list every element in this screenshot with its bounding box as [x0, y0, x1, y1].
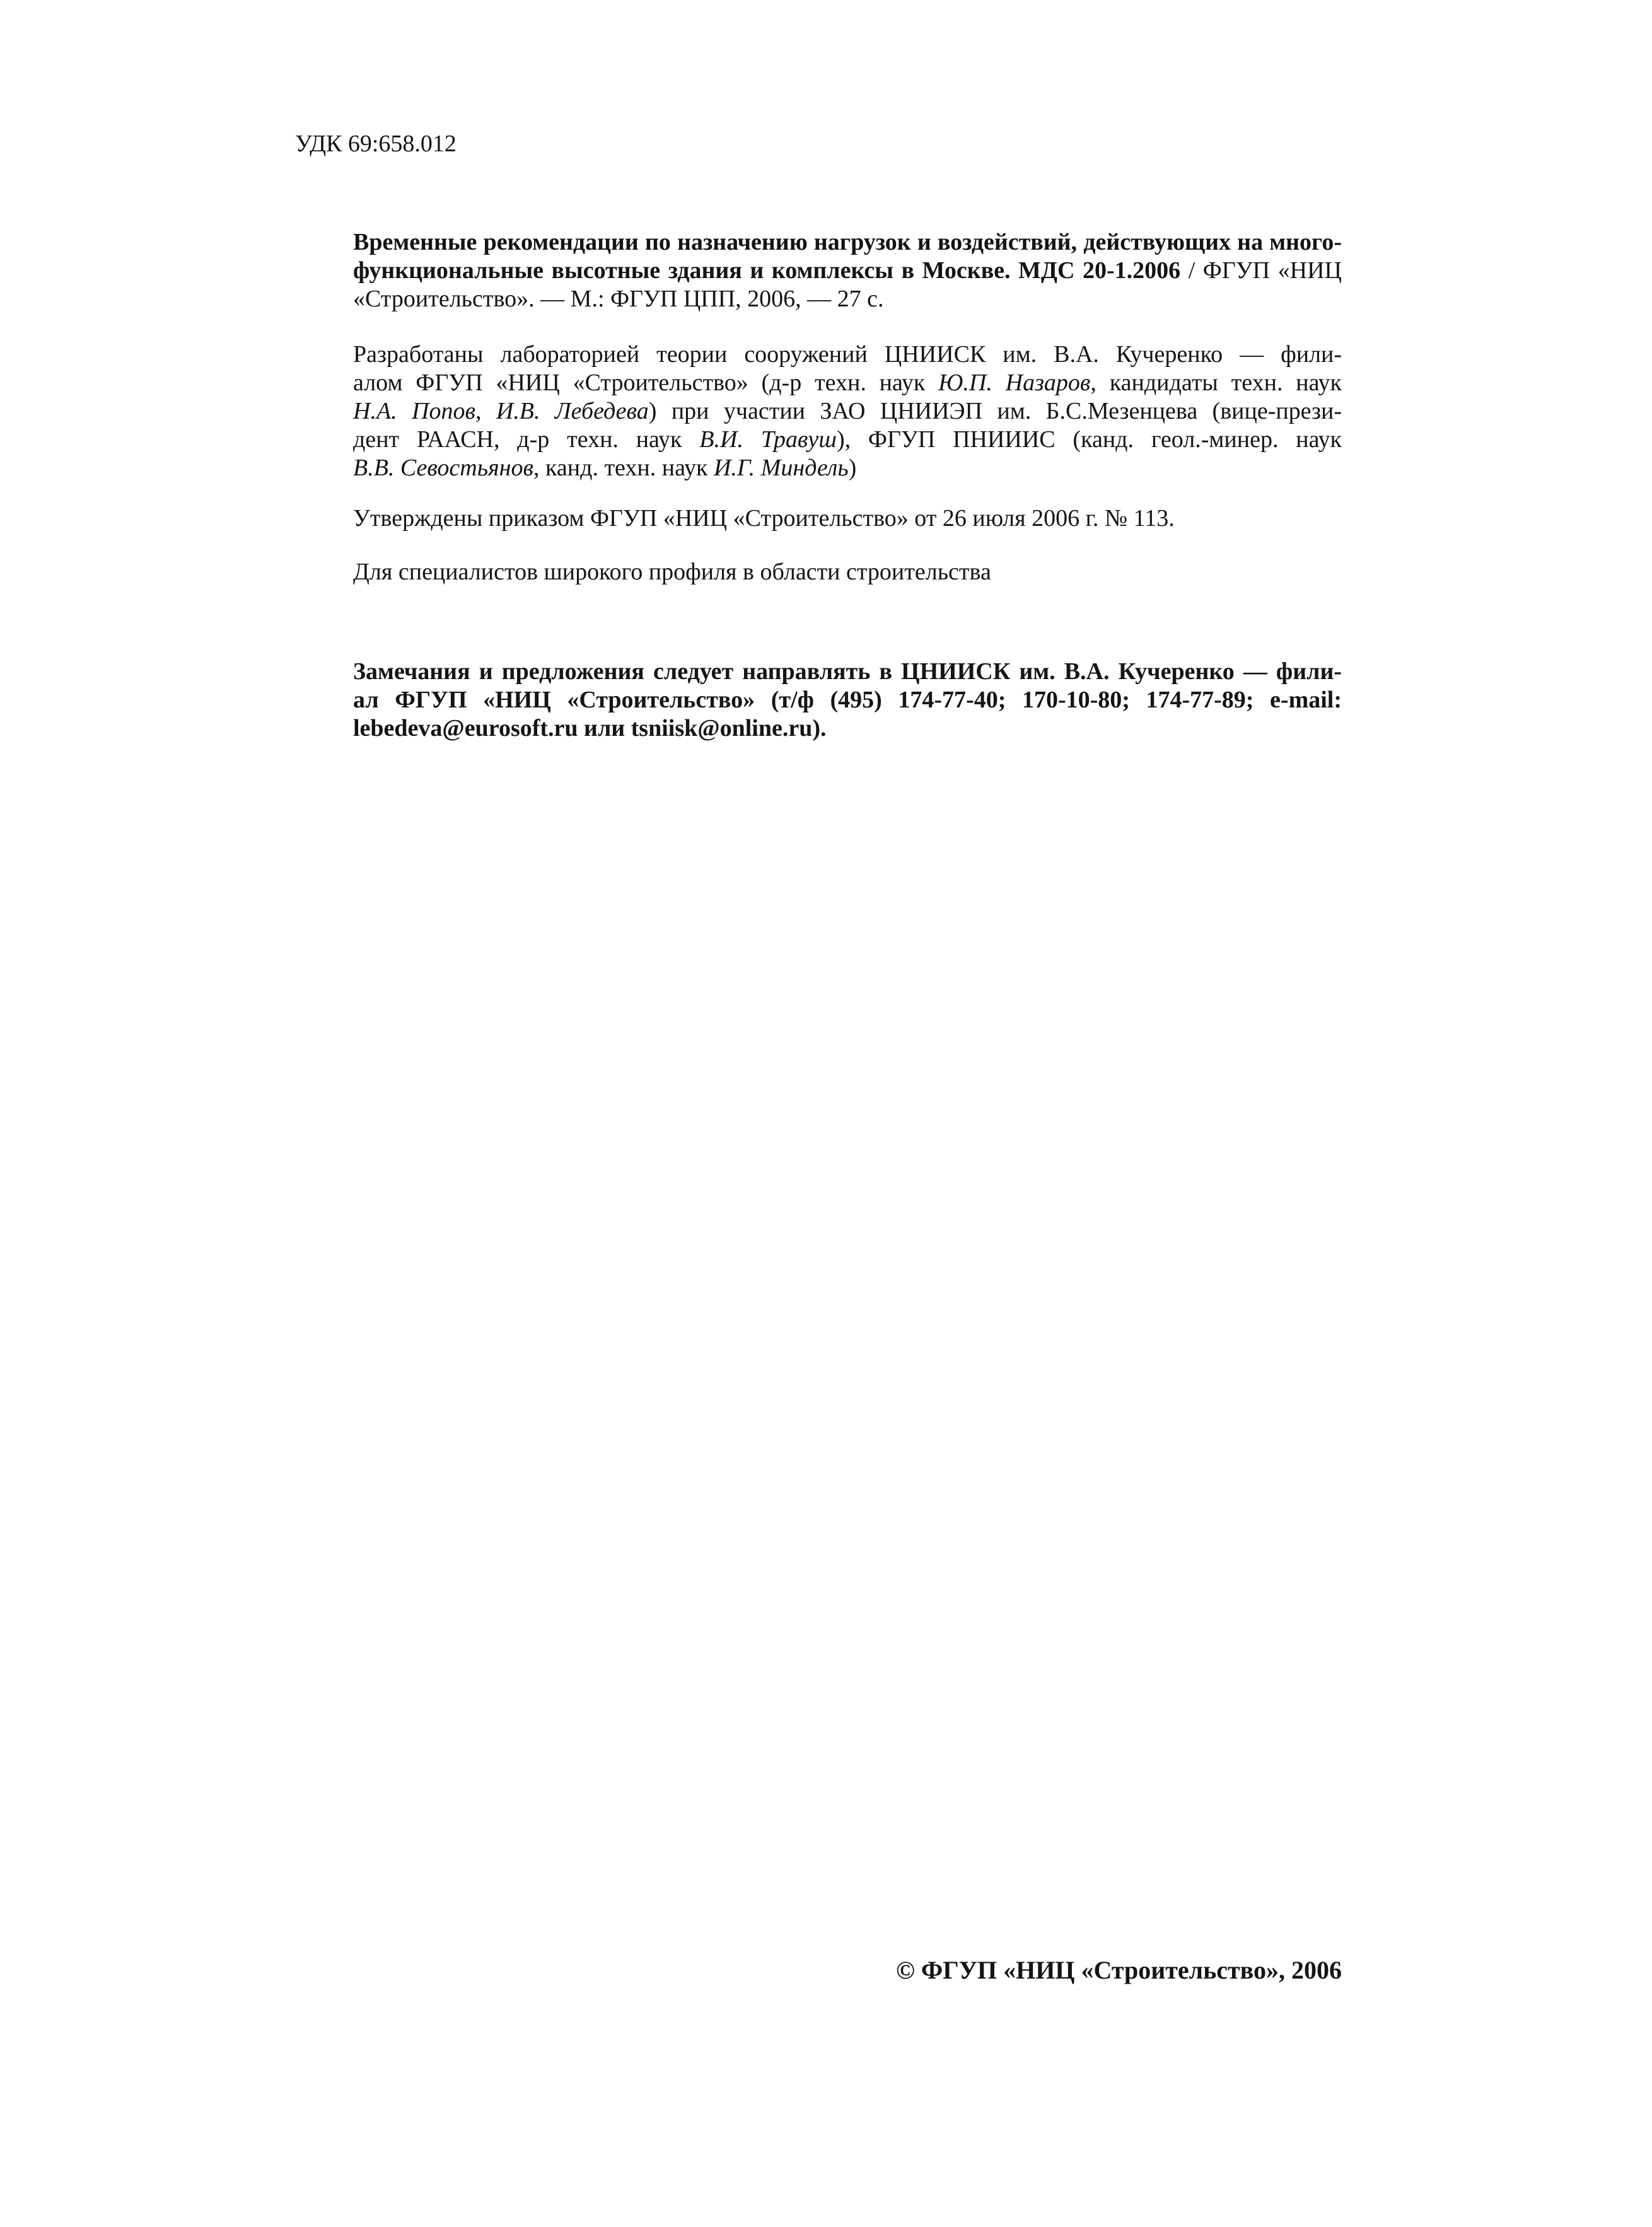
udk-code: УДК 69:658.012: [295, 131, 457, 157]
developers-line-5-a: , канд. техн. наук: [533, 455, 714, 481]
title-line-1: Временные рекомендации по назначению нагрузок и воздействий, действующих на много-: [353, 229, 1342, 255]
title-line-2-publisher: / ФГУП «НИЦ: [1180, 257, 1342, 284]
remarks-line-2: ал ФГУП «НИЦ «Строительство» (т/ф (495) 174-77-40; 170-10-80; 174-77-89; e-mail:: [353, 687, 1342, 713]
developer-name-lebedeva: И.В. Лебедева: [496, 398, 649, 424]
developers-line-1: [353, 340, 1342, 369]
copyright-notice: © ФГУП «НИЦ «Строительство», 2006: [895, 1956, 1342, 1984]
audience-text: Для специалистов широкого профиля в области строительства: [353, 559, 991, 585]
developer-name-sevostyanov: В.В. Севостьянов: [353, 455, 534, 481]
developers-line-3: [353, 397, 1342, 426]
developers-line-5: [353, 454, 1342, 482]
audience-paragraph: [353, 558, 1342, 586]
developer-name-nazarov: Ю.П. Назаров: [938, 369, 1091, 396]
approval-paragraph: [353, 504, 1342, 533]
developers-line-5-b: ): [848, 455, 857, 481]
developers-paragraph: [353, 340, 1342, 482]
remarks-line-1: Замечания и предложения следует направлять в ЦНИИСК им. В.А. Кучеренко — фили-: [353, 658, 1342, 685]
developers-line-4-a: дент РААСН, д-р техн. наук: [353, 426, 700, 453]
developers-line-2: [353, 369, 1342, 397]
developers-line-2-a: алом ФГУП «НИЦ «Строительство» (д-р техн. наук: [353, 369, 939, 396]
developer-name-travush: В.И. Травуш: [699, 426, 837, 453]
developers-line-2-b: , кандидаты техн. наук: [1090, 369, 1342, 396]
approval-text: Утверждены приказом ФГУП «НИЦ «Строительство» от 26 июля 2006 г. № 113.: [353, 505, 1175, 532]
developer-name-mindel: И.Г. Миндель: [713, 455, 849, 481]
developers-line-1-text: Разработаны лабораторией теории сооружений ЦНИИСК им. В.А. Кучеренко — фили-: [353, 341, 1342, 368]
title-line-2-bold: функциональные высотные здания и комплексы в Москве. МДС 20-1.2006: [353, 257, 1181, 284]
developers-line-3-sep: ,: [475, 398, 496, 424]
title-line-2: [353, 257, 1342, 285]
developers-line-4: [353, 426, 1342, 454]
developers-line-3-b: ) при участии ЗАО ЦНИИЭП им. Б.С.Мезенцева (вице-прези-: [648, 398, 1342, 424]
remarks-line-3: lebedeva@eurosoft.ru или tsniisk@online.ru).: [353, 715, 827, 741]
developers-line-4-b: ), ФГУП ПНИИИС (канд. геол.-минер. наук: [836, 426, 1342, 453]
title-line-3: «Строительство». — М.: ФГУП ЦПП, 2006, — 27 с.: [353, 286, 884, 312]
bibliographic-description: [353, 228, 1342, 313]
remarks-paragraph: [353, 658, 1342, 743]
developer-name-popov: Н.А. Попов: [353, 398, 475, 424]
